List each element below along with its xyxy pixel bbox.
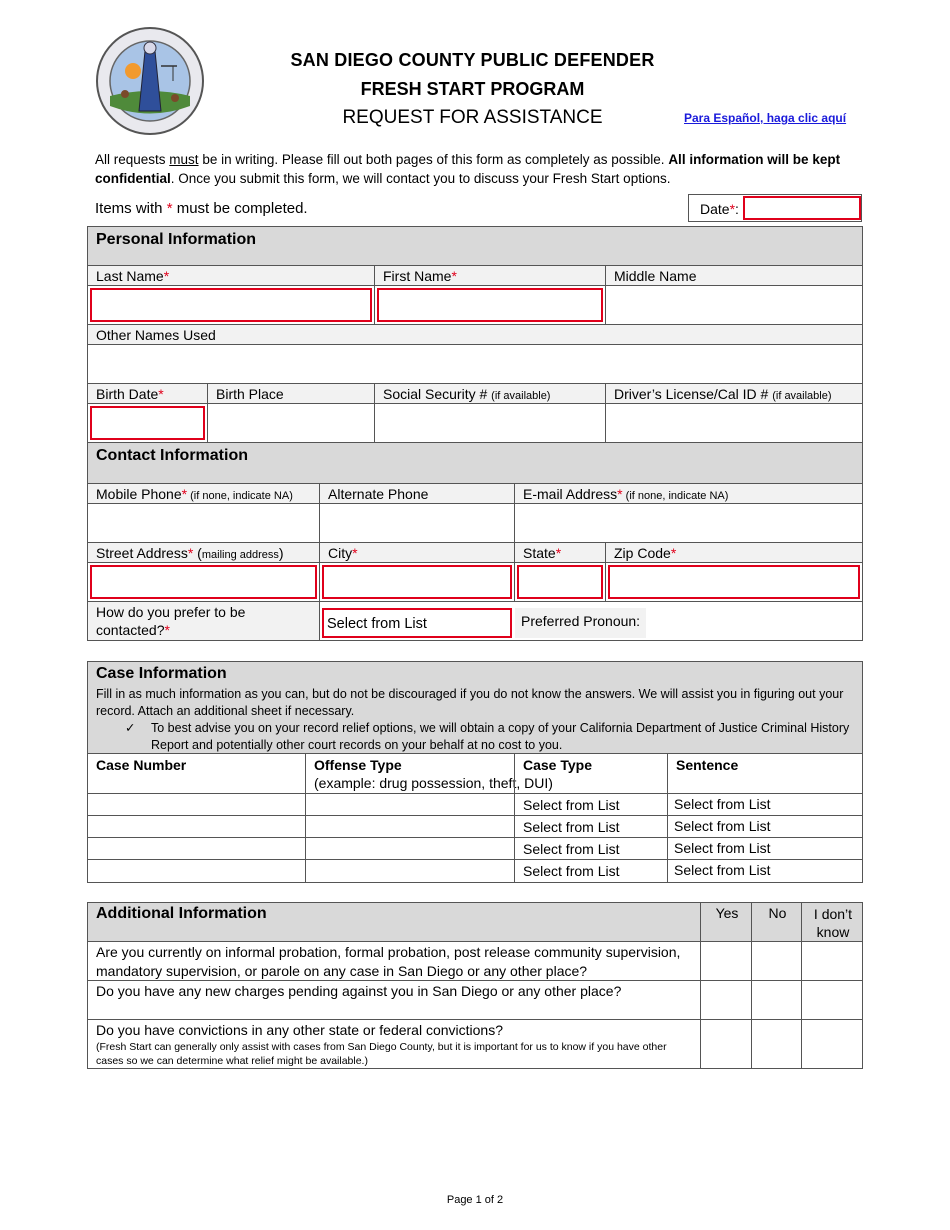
idk-col-label-1: I don’t xyxy=(813,906,853,922)
sentence-value-4: Select from List xyxy=(674,862,771,878)
email-label-cell: E-mail Address* (if none, indicate NA) xyxy=(514,483,863,504)
state-label-cell: State* xyxy=(514,542,606,563)
birth-date-input[interactable] xyxy=(90,406,205,440)
required-star: * xyxy=(166,200,173,217)
case-number-header xyxy=(87,753,306,794)
sentence-value-2: Select from List xyxy=(674,818,771,834)
contact-pref-label-cell: How do you prefer to be contacted?* xyxy=(87,601,320,641)
case-type-value-4: Select from List xyxy=(523,863,620,879)
pronoun-label-cell xyxy=(515,608,646,638)
middle-name-label-cell xyxy=(605,265,863,286)
offense-type-input-1[interactable] xyxy=(305,793,515,816)
mobile-label-cell: Mobile Phone* (if none, indicate NA) xyxy=(87,483,320,504)
alt-phone-input[interactable] xyxy=(319,503,515,543)
date-required-star: * xyxy=(729,201,736,217)
offense-type-input-3[interactable] xyxy=(305,837,515,860)
case-type-select-4[interactable] xyxy=(514,859,668,883)
sentence-select-3[interactable] xyxy=(667,837,863,860)
email-input[interactable] xyxy=(514,503,863,543)
question-pending-charges-text: Do you have any new charges pending against you in San Diego or any other place? xyxy=(96,983,622,999)
case-type-select-1[interactable] xyxy=(514,793,668,816)
question-probation xyxy=(87,941,701,981)
zip-cell xyxy=(605,562,863,602)
dl-note: (if available) xyxy=(772,390,832,402)
sentence-select-1[interactable] xyxy=(667,793,863,816)
case-bullet-text: To best advise you on your record relief options, we will obtain a copy of your California Department of Justice Criminal History Report and potentially other court records on your behalf at no cost to you. xyxy=(151,721,850,752)
probation-idk-box[interactable] xyxy=(801,941,863,981)
zip-label-cell: Zip Code* xyxy=(605,542,863,563)
case-number-col-label: Case Number xyxy=(96,757,187,773)
sentence-header xyxy=(667,753,863,794)
convictions-no-box[interactable] xyxy=(751,1019,802,1069)
intro-confidential: All information will be kept confidential xyxy=(95,152,841,186)
offense-type-col-label: Offense Type xyxy=(314,757,402,773)
contact-section-title: Contact Information xyxy=(96,447,248,464)
state-input[interactable] xyxy=(517,565,603,599)
required-note xyxy=(95,200,308,217)
case-type-col-label: Case Type xyxy=(523,757,592,773)
birth-place-label: Birth Place xyxy=(216,386,284,402)
last-name-cell xyxy=(87,285,375,325)
additional-section-header xyxy=(87,902,701,942)
case-description: Fill in as much information as you can, but do not be discouraged if you do not know the answers. We will assist you in figuring out your record. Attach an additional sheet if necessary. xyxy=(96,687,844,718)
intro-text-3: . Once you submit this form, we will contact you to discuss your Fresh Start options. xyxy=(170,171,671,186)
probation-no-box[interactable] xyxy=(751,941,802,981)
date-colon: : xyxy=(735,201,739,217)
idk-header xyxy=(801,902,863,942)
contact-section-header xyxy=(87,442,863,484)
personal-section-header xyxy=(87,226,863,266)
middle-name-input[interactable] xyxy=(605,285,863,325)
offense-type-header xyxy=(305,753,553,794)
idk-col-label-2: know xyxy=(816,924,850,940)
city-cell xyxy=(319,562,515,602)
date-box xyxy=(688,194,862,222)
zip-label: Zip Code xyxy=(614,545,671,561)
ssn-label: Social Security # xyxy=(383,386,492,402)
contact-pref-select-value: Select from List xyxy=(327,616,427,632)
contact-pref-label-2: contacted? xyxy=(96,622,165,638)
yes-col-label: Yes xyxy=(715,905,739,921)
intro-must: must xyxy=(169,152,199,167)
state-cell xyxy=(514,562,606,602)
date-label xyxy=(700,201,739,217)
case-type-value-2: Select from List xyxy=(523,819,620,835)
dl-label-cell xyxy=(605,383,863,404)
street-cell xyxy=(87,562,320,602)
public-defender-seal xyxy=(95,26,205,136)
birth-place-input[interactable] xyxy=(207,403,375,443)
sentence-value-3: Select from List xyxy=(674,840,771,856)
first-name-label: First Name xyxy=(383,268,452,284)
intro-text-2: be in writing. Please fill out both pages of this form as completely as possible. xyxy=(198,152,669,167)
offense-type-input-2[interactable] xyxy=(305,815,515,838)
dl-label: Driver’s License/Cal ID # xyxy=(614,386,773,402)
ssn-label-cell xyxy=(374,383,606,404)
case-section-title: Case Information xyxy=(96,665,227,682)
city-label: City xyxy=(328,545,353,561)
question-other-convictions xyxy=(87,1019,701,1069)
convictions-yes-box[interactable] xyxy=(700,1019,752,1069)
birth-place-label-cell xyxy=(207,383,375,404)
first-name-input[interactable] xyxy=(377,288,603,322)
street-input[interactable] xyxy=(90,565,317,599)
sentence-select-2[interactable] xyxy=(667,815,863,838)
question-other-convictions-note: (Fresh Start can generally only assist with cases from San Diego County, but it is important for us to know if you have other cases so we can determine what relief might be available.) xyxy=(96,1041,667,1067)
case-number-input-4[interactable] xyxy=(87,859,306,883)
sentence-col-label: Sentence xyxy=(676,757,739,773)
zip-input[interactable] xyxy=(608,565,860,599)
convictions-idk-box[interactable] xyxy=(801,1019,863,1069)
state-label: State xyxy=(523,545,556,561)
probation-yes-box[interactable] xyxy=(700,941,752,981)
last-name-label: Last Name xyxy=(96,268,164,284)
alt-phone-label-cell xyxy=(319,483,515,504)
pending-yes-box[interactable] xyxy=(700,980,752,1020)
pending-idk-box[interactable] xyxy=(801,980,863,1020)
required-note-post: must be completed. xyxy=(172,200,308,217)
yes-header xyxy=(700,902,752,942)
intro-text-1: All requests xyxy=(95,152,170,167)
ssn-note: (if available) xyxy=(491,390,551,402)
sentence-select-4[interactable] xyxy=(667,859,863,883)
required-note-pre: Items with xyxy=(95,200,167,217)
offense-type-note: (example: drug possession, theft, DUI) xyxy=(314,775,553,791)
question-pending-charges xyxy=(87,980,701,1020)
other-names-label-cell xyxy=(87,324,863,345)
spanish-link[interactable]: Para Español, haga clic aquí xyxy=(684,111,847,125)
form-title: REQUEST FOR ASSISTANCE xyxy=(342,107,603,128)
question-other-convictions-text: Do you have convictions in any other state or federal convictions? xyxy=(96,1022,504,1038)
date-input[interactable] xyxy=(743,196,861,220)
dl-input[interactable] xyxy=(605,403,863,443)
intro-paragraph xyxy=(95,150,855,188)
city-label-cell: City* xyxy=(319,542,515,563)
birth-date-label-cell: Birth Date* xyxy=(87,383,208,404)
case-type-select-3[interactable] xyxy=(514,837,668,860)
mobile-note: (if none, indicate NA) xyxy=(187,490,293,502)
page-number: Page 1 of 2 xyxy=(446,1194,504,1206)
case-type-value-1: Select from List xyxy=(523,797,620,813)
birth-date-cell xyxy=(87,403,208,443)
city-input[interactable] xyxy=(322,565,512,599)
no-header xyxy=(751,902,802,942)
no-col-label: No xyxy=(768,905,787,921)
pronoun-label: Preferred Pronoun: xyxy=(521,613,641,629)
street-label-cell: Street Address* (mailing address) xyxy=(87,542,320,563)
pending-no-box[interactable] xyxy=(751,980,802,1020)
question-probation-text: Are you currently on informal probation, formal probation, post release community supervision, mandatory supervision, or parole on any case in San Diego or any other place? xyxy=(96,944,681,979)
alt-phone-label: Alternate Phone xyxy=(328,486,429,502)
case-type-header xyxy=(514,753,668,794)
street-label: Street Address xyxy=(96,545,188,561)
checkmark-icon: ✓ xyxy=(125,721,136,735)
street-note-open: ( xyxy=(193,545,202,561)
mobile-label: Mobile Phone xyxy=(96,486,182,502)
program-title: FRESH START PROGRAM xyxy=(360,79,585,99)
email-label: E-mail Address xyxy=(523,486,618,502)
street-note: mailing address xyxy=(201,549,279,561)
case-type-value-3: Select from List xyxy=(523,841,620,857)
last-name-input[interactable] xyxy=(90,288,372,322)
offense-type-input-4[interactable] xyxy=(305,859,515,883)
mobile-input[interactable] xyxy=(87,503,320,543)
first-name-cell xyxy=(374,285,606,325)
case-number-input-2[interactable] xyxy=(87,815,306,838)
email-note: (if none, indicate NA) xyxy=(622,490,729,502)
birth-date-label: Birth Date xyxy=(96,386,159,402)
date-label-text: Date xyxy=(700,201,730,217)
personal-section-title: Personal Information xyxy=(96,231,257,248)
case-number-input-3[interactable] xyxy=(87,837,306,860)
contact-pref-label-1: How do you prefer to be xyxy=(96,604,246,620)
ssn-input[interactable] xyxy=(374,403,606,443)
other-names-input[interactable] xyxy=(87,344,863,384)
additional-section-title: Additional Information xyxy=(96,905,267,922)
last-name-label-cell: Last Name* xyxy=(87,265,375,286)
middle-name-label: Middle Name xyxy=(614,268,697,284)
contact-pref-select[interactable] xyxy=(322,608,512,638)
case-section-header xyxy=(87,661,863,754)
street-note-close: ) xyxy=(278,545,284,561)
contact-pref-row xyxy=(319,601,863,641)
case-number-input-1[interactable] xyxy=(87,793,306,816)
case-type-select-2[interactable] xyxy=(514,815,668,838)
agency-title: SAN DIEGO COUNTY PUBLIC DEFENDER xyxy=(290,50,655,70)
sentence-value-1: Select from List xyxy=(674,796,771,812)
first-name-label-cell: First Name* xyxy=(374,265,606,286)
other-names-label: Other Names Used xyxy=(96,327,216,343)
